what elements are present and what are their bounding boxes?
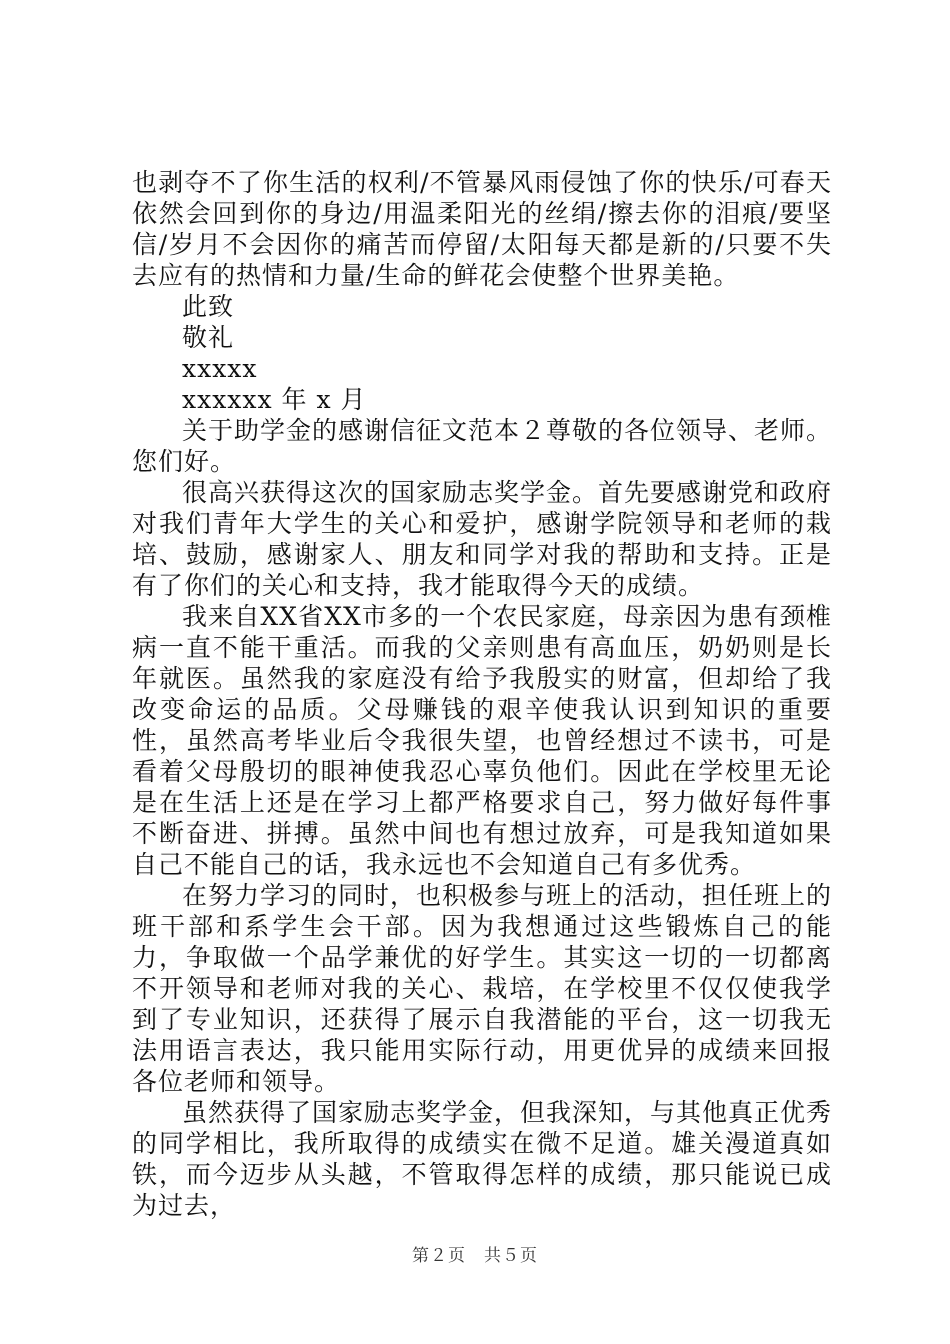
paragraph-background: 我来自XX省XX市多的一个农民家庭，母亲因为患有颈椎病一直不能干重活。而我的父亲则患有高血压，奶奶则是长年就医。虽然我的家庭没有给予我殷实的财富，但却给了我改变命运的品质。父母赚钱的艰辛使我认识到知识的重要性，虽然高考毕业后令我很失望，也曾经想过不读书，可是看着父母殷切的眼神使我忍心辜负他们。因此在学校里无论是在生活上还是在学习上都严格要求自己，努力做好每件事不断奋进、拼搏。虽然中间也有想过放弃，可是我知道如果自己不能自己的话，我永远也不会知道自己有多优秀。 [132, 602, 832, 879]
section-heading-greeting: 关于助学金的感谢信征文范本２尊敬的各位领导、老师。您们好。 [132, 416, 833, 476]
closing-salutation: 此致 [182, 292, 235, 321]
closing-regards: 敬礼 [182, 323, 235, 352]
signature-date: xxxxxx 年 x 月 [182, 385, 367, 414]
document-body [132, 167, 832, 1221]
paragraph-humility: 虽然获得了国家励志奖学金，但我深知，与其他真正优秀的同学相比，我所取得的成绩实在微不足道。雄关漫道真如铁，而今迈步从头越，不管取得怎样的成绩，那只能说已成为过去， [132, 1098, 833, 1220]
paragraph-poem-continuation: 也剥夺不了你生活的权利/不管暴风雨侵蚀了你的快乐/可春天依然会回到你的身边/用温柔阳光的丝绢/擦去你的泪痕/要坚信/岁月不会因你的痛苦而停留/太阳每天都是新的/只要不失去应有的热情和力量/生命的鲜花会使整个世界美艳。 [132, 168, 832, 290]
paragraph-gratitude: 很高兴获得这次的国家励志奖学金。首先要感谢党和政府对我们青年大学生的关心和爱护，感谢学院领导和老师的栽培、鼓励，感谢家人、朋友和同学对我的帮助和支持。正是有了你们的关心和支持，我才能取得今天的成绩。 [132, 478, 833, 600]
page-number-footer: 第２页 共５页 [412, 1246, 538, 1266]
paragraph-activities: 在努力学习的同时，也积极参与班上的活动，担任班上的班干部和系学生会干部。因为我想通过这些锻炼自己的能力，争取做一个品学兼优的好学生。其实这一切的一切都离不开领导和老师对我的关心、栽培，在学校里不仅仅使我学到了专业知识，还获得了展示自我潜能的平台，这一切我无法用语言表达，我只能用实际行动，用更优异的成绩来回报各位老师和领导。 [132, 881, 833, 1096]
signature-name: xxxxx [182, 354, 258, 383]
